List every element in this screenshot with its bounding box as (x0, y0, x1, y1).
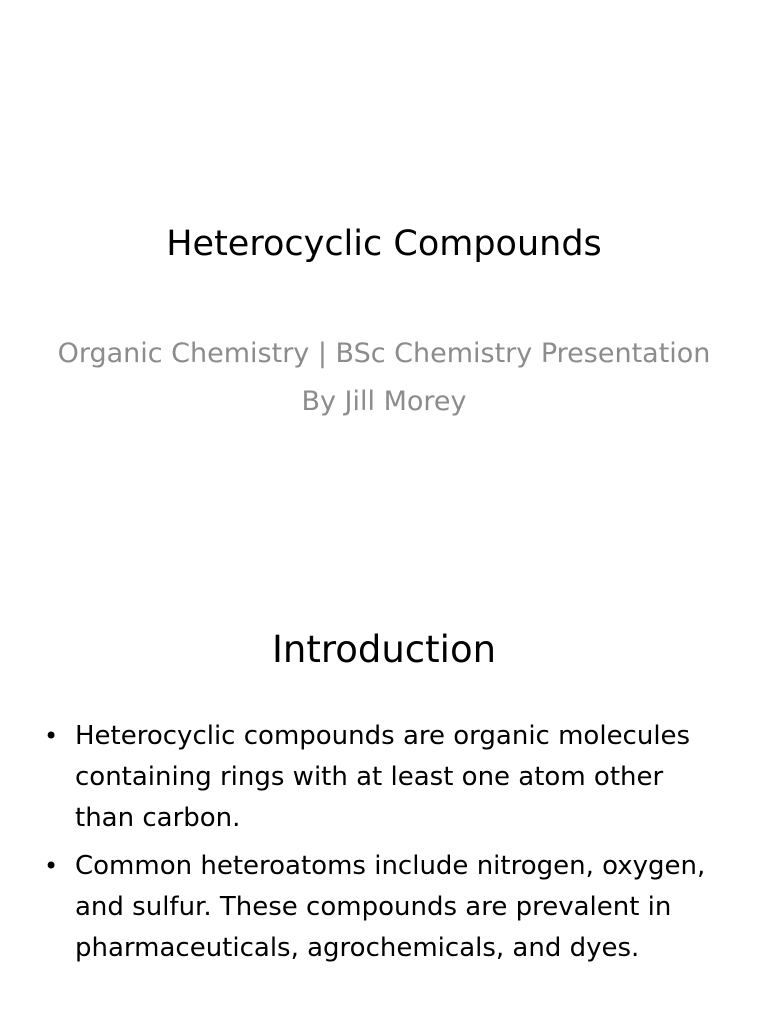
bullet-list (38, 716, 718, 976)
subtitle-author: By Jill Morey (301, 386, 467, 417)
bullet-item (38, 716, 718, 839)
bullet-text: Heterocyclic compounds are organic molecules containing rings with at least one atom other than carbon. (75, 721, 691, 833)
bullet-dot-icon: • (44, 722, 59, 750)
presentation-subtitle (40, 334, 728, 422)
introduction-slide (0, 576, 768, 1024)
slide-heading: Introduction (271, 628, 497, 671)
bullet-text: Common heteroatoms include nitrogen, oxygen, and sulfur. These compounds are prevalent in pharmaceuticals, agrochemicals, and dyes. (75, 851, 706, 963)
bullet-dot-icon: • (44, 852, 59, 880)
bullet-item (38, 846, 718, 969)
subtitle-course: Organic Chemistry | BSc Chemistry Presentation (57, 338, 711, 369)
presentation-title: Heterocyclic Compounds (166, 224, 602, 264)
